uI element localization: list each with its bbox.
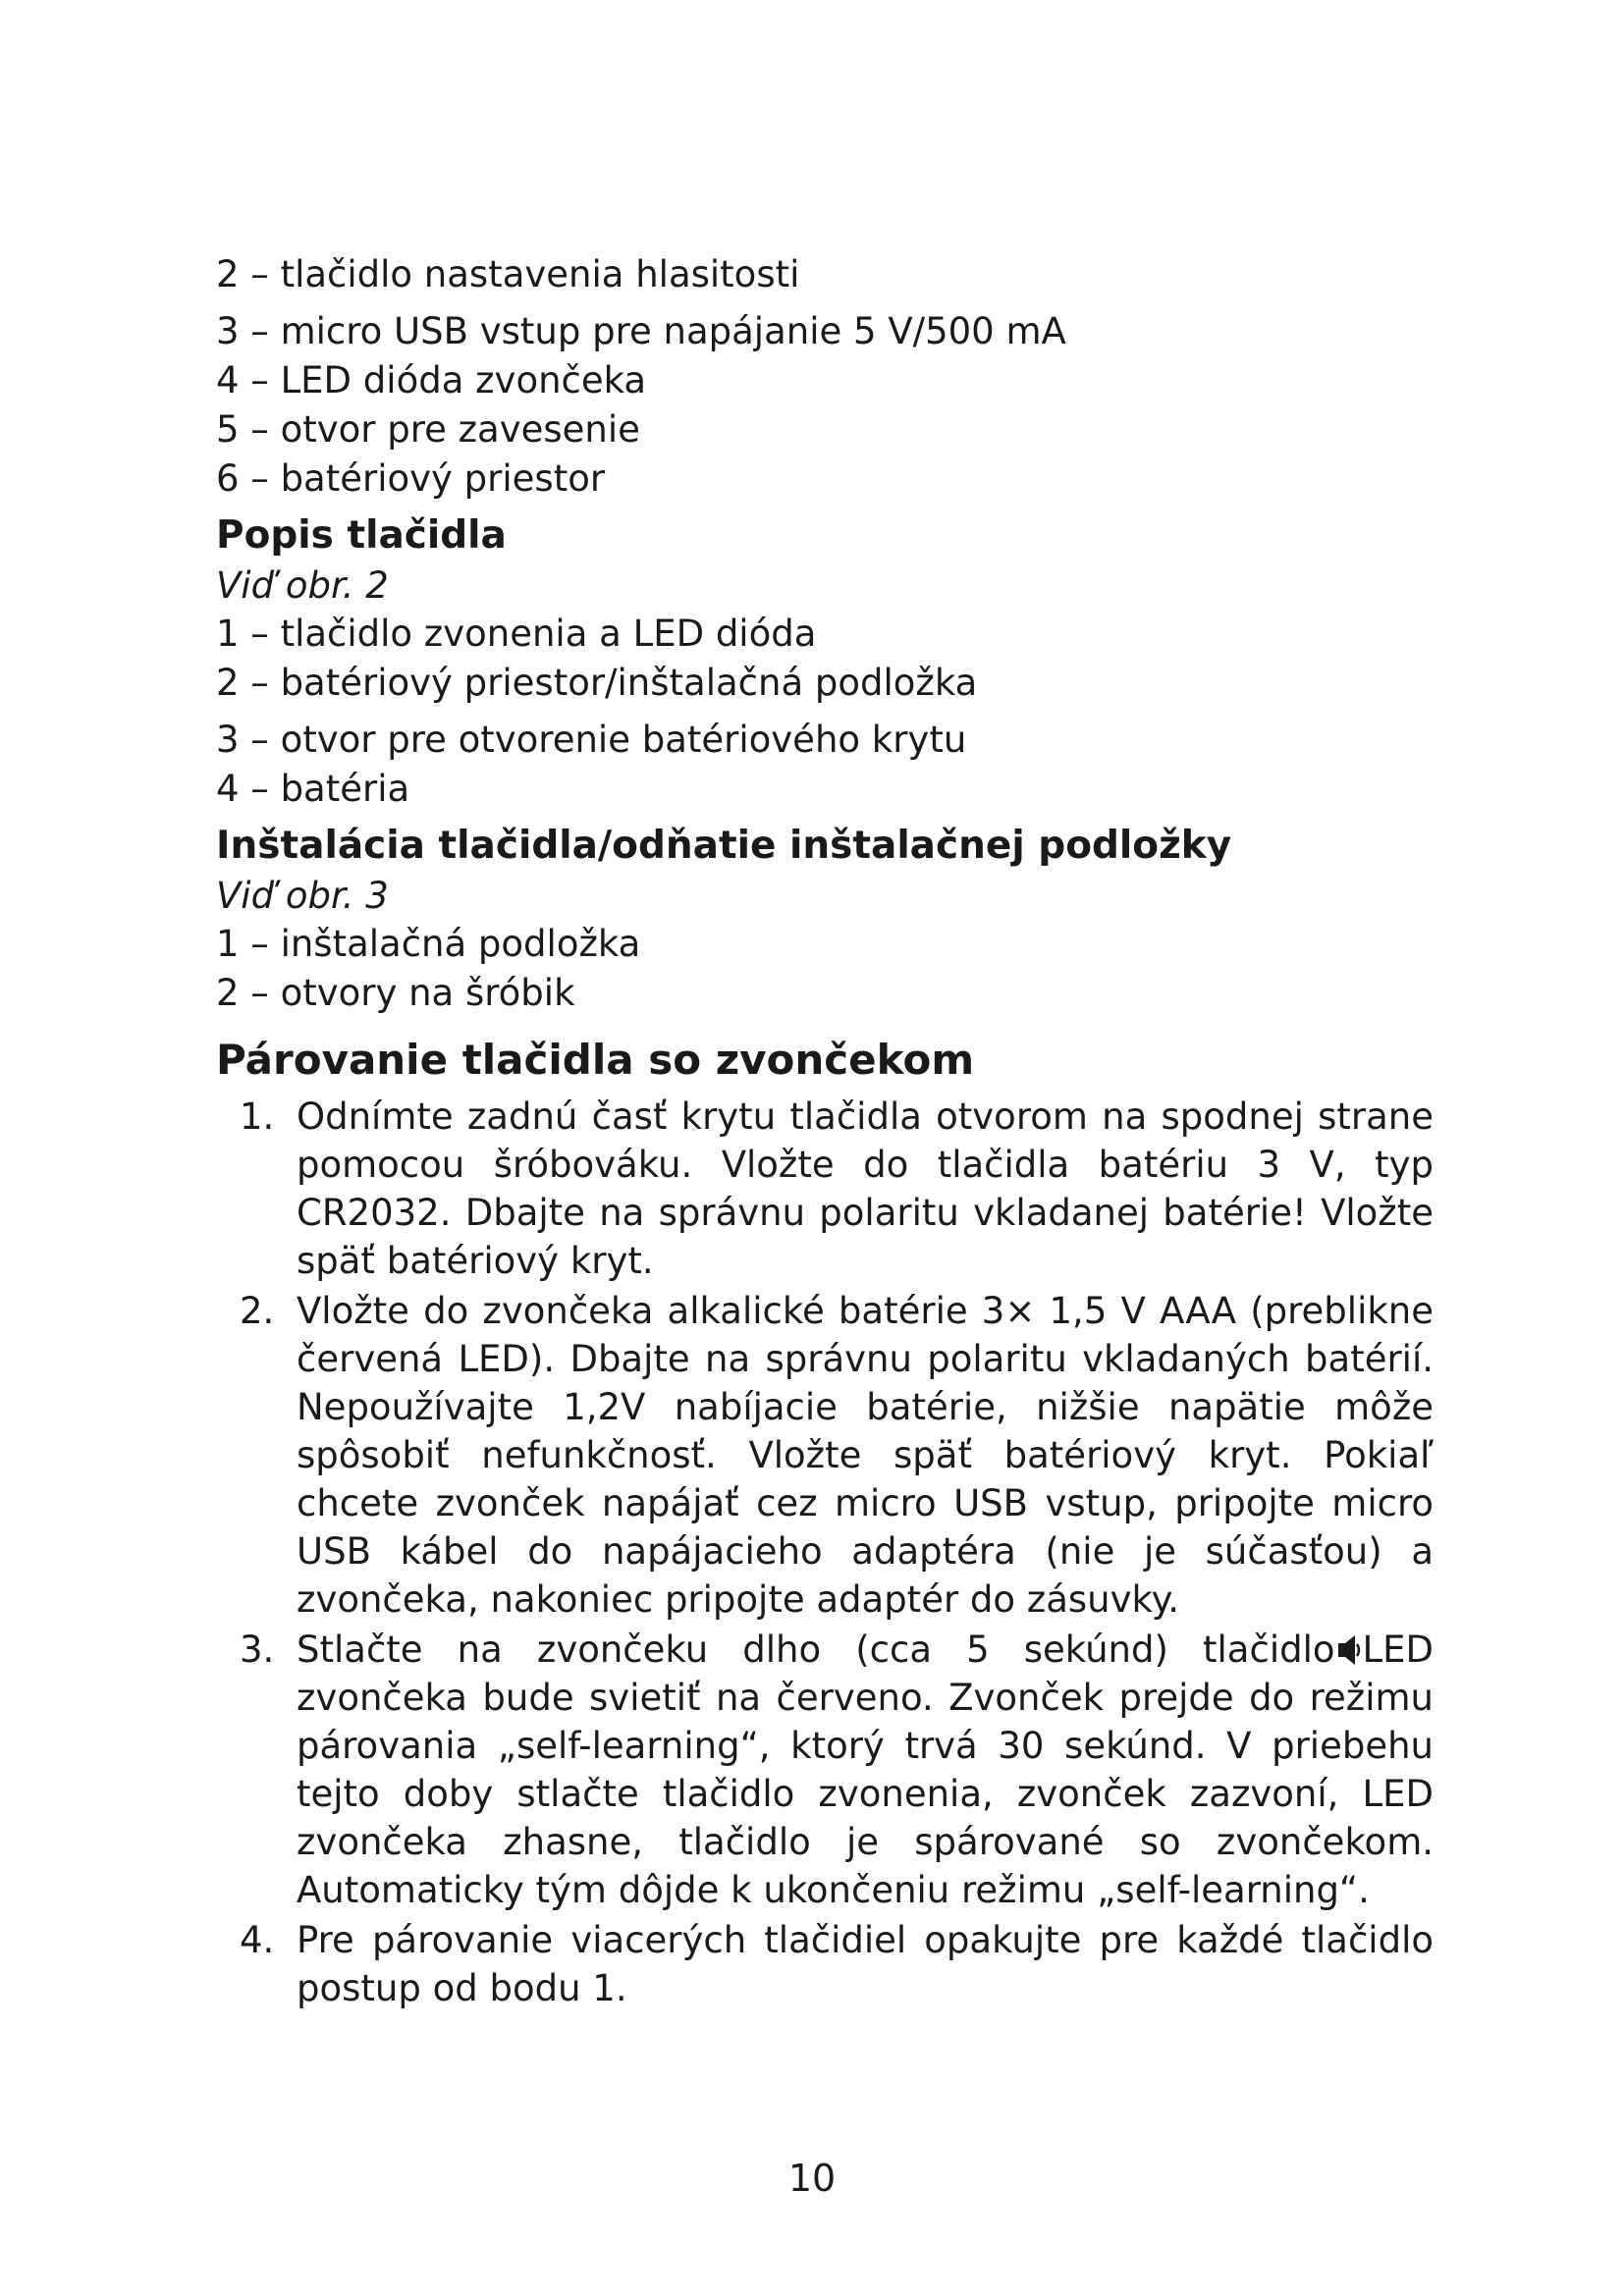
step-number: 2. xyxy=(240,1290,275,1332)
pairing-steps xyxy=(216,1093,1434,2012)
step-item xyxy=(216,1287,1434,1624)
manual-page-content xyxy=(216,250,1434,2014)
section-button-description xyxy=(216,509,1434,814)
step-item xyxy=(216,1093,1434,1285)
step-text: LED zvončeka bude svietiť na červeno. Zvonček prejde do režimu párovania „self-learning“, ktorý trvá 30 sekúnd. V priebehu tejto doby stlačte tlačidlo zvonenia, zvonček zazvoní, LED zvončeka zhasne, tlačidlo je spárované so zvončekom. Automaticky tým dôjde k ukončeniu režimu „self-learning“. xyxy=(297,1629,1434,1911)
step-item xyxy=(216,1626,1434,1914)
list-item: 1 – tlačidlo zvonenia a LED dióda xyxy=(216,613,817,655)
section-installation xyxy=(216,820,1434,1018)
list-item: 6 – batériový priestor xyxy=(216,457,606,500)
list-item: 2 – tlačidlo nastavenia hlasitosti xyxy=(216,253,800,295)
list-item: 4 – batéria xyxy=(216,768,410,810)
list-item: 2 – otvory na šróbik xyxy=(216,972,575,1014)
section-pairing xyxy=(216,1032,1434,2012)
step-number: 1. xyxy=(240,1095,275,1138)
figure-reference: Viď obr. 2 xyxy=(216,564,389,607)
list-item: 3 – otvor pre otvorenie batériového krytu xyxy=(216,719,967,761)
section-heading: Popis tlačidla xyxy=(216,513,507,558)
page-number: 10 xyxy=(787,2157,837,2200)
list-item: 1 – inštalačná podložka xyxy=(216,923,641,965)
speaker-icon xyxy=(1336,1631,1362,1667)
step-item xyxy=(216,1916,1434,2012)
step-number: 4. xyxy=(240,1919,275,1961)
component-list xyxy=(216,250,1434,504)
step-text: Odnímte zadnú časť krytu tlačidla otvorom na spodnej strane pomocou šróbováku. Vložte do tlačidla batériu 3 V, typ CR2032. Dbajte na správnu polaritu vkladanej batérie! Vložte späť batériový kryt. xyxy=(297,1095,1434,1282)
list-item: 3 – micro USB vstup pre napájanie 5 V/500 mA xyxy=(216,310,1066,352)
step-number: 3. xyxy=(240,1629,275,1671)
section-heading: Párovanie tlačidla so zvončekom xyxy=(216,1036,975,1084)
step-text: Stlačte na zvončeku dlho (cca 5 sekúnd) tlačidlo xyxy=(297,1629,1335,1671)
section-heading: Inštalácia tlačidla/odňatie inštalačnej podložky xyxy=(216,824,1232,868)
list-item: 4 – LED dióda zvončeka xyxy=(216,359,647,401)
figure-reference: Viď obr. 3 xyxy=(216,875,389,917)
step-text: Vložte do zvončeka alkalické batérie 3× 1,5 V AAA (preblikne červená LED). Dbajte na správnu polaritu vkladaných batérií. Nepoužívajte 1,2V nabíjacie batérie, nižšie napätie môže spôsobiť nefunkčnosť. Vložte späť batériový kryt. Pokiaľ chcete zvonček napájať cez micro USB vstup, pripojte micro USB kábel do napájacieho adaptéra (nie je súčasťou) a zvončeka, nakoniec pripojte adaptér do zásuvky. xyxy=(297,1290,1434,1621)
list-item: 5 – otvor pre zavesenie xyxy=(216,408,640,451)
list-item: 2 – batériový priestor/inštalačná podložka xyxy=(216,662,978,704)
step-text: Pre párovanie viacerých tlačidiel opakujte pre každé tlačidlo postup od bodu 1. xyxy=(297,1919,1434,2009)
